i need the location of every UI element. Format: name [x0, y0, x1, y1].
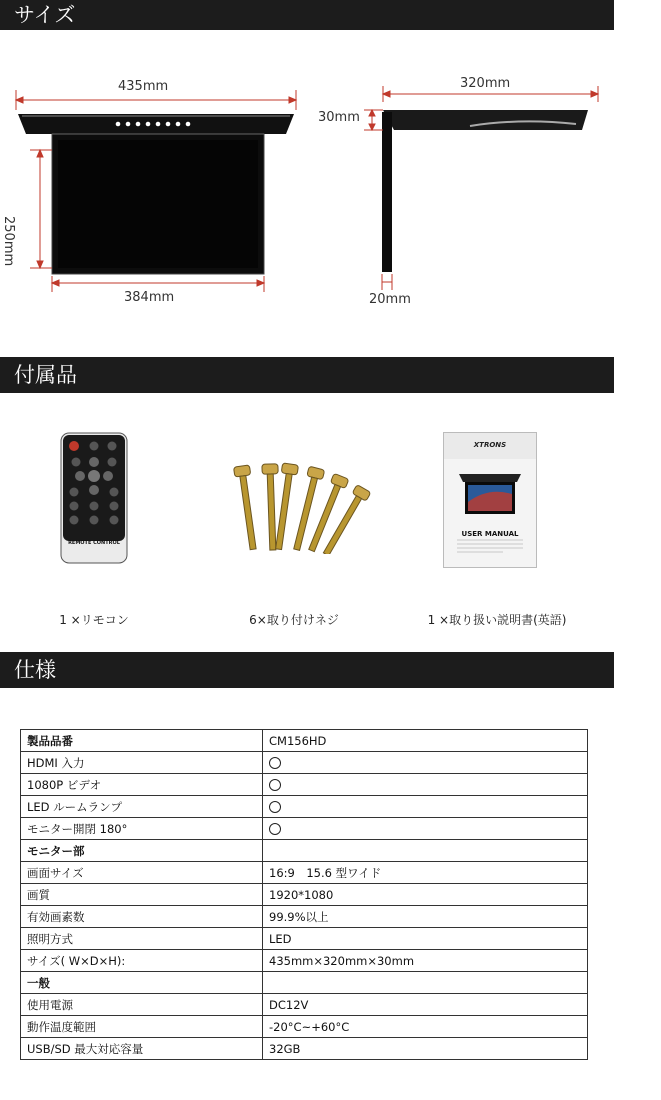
- spec-value: CM156HD: [263, 730, 588, 752]
- monitor-side-view: [382, 110, 588, 272]
- spec-value: 435mm×320mm×30mm: [263, 950, 588, 972]
- spec-value: DC12V: [263, 994, 588, 1016]
- spec-value: [263, 840, 588, 862]
- dimension-drawing: [0, 30, 661, 357]
- spec-value: [263, 752, 588, 774]
- accessory-caption-remote: 1 ×リモコン: [59, 613, 129, 627]
- thickness-arrow: [364, 110, 383, 130]
- spec-key: 製品品番: [21, 730, 263, 752]
- spec-key: 一般: [21, 972, 263, 994]
- screws-icon: [222, 462, 377, 554]
- spec-row: [21, 884, 588, 906]
- spec-key: 使用電源: [21, 994, 263, 1016]
- spec-value: 16:9 15.6 型ワイド: [263, 862, 588, 884]
- section-title-size: サイズ: [0, 0, 614, 30]
- spec-row: [21, 796, 588, 818]
- spec-row: [21, 950, 588, 972]
- circle-mark-icon: [269, 757, 281, 769]
- manual-title: USER MANUAL: [461, 530, 519, 538]
- spec-row: [21, 1038, 588, 1060]
- spec-key: 画質: [21, 884, 263, 906]
- spec-row: [21, 840, 588, 862]
- spec-row: [21, 994, 588, 1016]
- spec-value: 99.9%以上: [263, 906, 588, 928]
- spec-row: [21, 1016, 588, 1038]
- manual-brand: XTRONS: [473, 441, 507, 449]
- remote-label: REMOTE CONTROL: [68, 540, 120, 546]
- spec-key: モニター開閉 180°: [21, 818, 263, 840]
- thickness-label: 30mm: [318, 110, 360, 125]
- spec-row: [21, 752, 588, 774]
- circle-mark-icon: [269, 779, 281, 791]
- spec-row: [21, 928, 588, 950]
- spec-key: モニター部: [21, 840, 263, 862]
- front-width-label: 435mm: [118, 79, 169, 94]
- spec-value: [263, 774, 588, 796]
- spec-row: [21, 972, 588, 994]
- section-title-accessories: 付属品: [0, 357, 614, 393]
- monitor-front-view: [18, 114, 294, 274]
- spec-key: 有効画素数: [21, 906, 263, 928]
- spec-table: [20, 729, 588, 1060]
- spec-key: 照明方式: [21, 928, 263, 950]
- spec-row: [21, 818, 588, 840]
- bottom-thickness-label: 20mm: [369, 292, 411, 307]
- manual-icon: [443, 432, 537, 568]
- bottom-thickness-arrow: [382, 274, 392, 290]
- spec-key: 1080P ビデオ: [21, 774, 263, 796]
- spec-row: [21, 774, 588, 796]
- spec-value: [263, 972, 588, 994]
- spec-row: [21, 906, 588, 928]
- spec-value: LED: [263, 928, 588, 950]
- spec-key: HDMI 入力: [21, 752, 263, 774]
- spec-key: 画面サイズ: [21, 862, 263, 884]
- spec-row: [21, 730, 588, 752]
- spec-key: 動作温度範囲: [21, 1016, 263, 1038]
- spec-value: 1920*1080: [263, 884, 588, 906]
- front-screen-width-label: 384mm: [124, 290, 175, 305]
- spec-value: [263, 818, 588, 840]
- spec-key: サイズ( W×D×H):: [21, 950, 263, 972]
- spec-value: 32GB: [263, 1038, 588, 1060]
- spec-value: -20°C~+60°C: [263, 1016, 588, 1038]
- front-height-arrow: [30, 150, 52, 268]
- accessory-caption-screws: 6×取り付けネジ: [249, 613, 339, 627]
- spec-row: [21, 862, 588, 884]
- section-title-spec: 仕様: [0, 652, 614, 688]
- spec-key: USB/SD 最大対応容量: [21, 1038, 263, 1060]
- front-height-label: 250mm: [1, 216, 16, 267]
- circle-mark-icon: [269, 823, 281, 835]
- spec-value: [263, 796, 588, 818]
- accessory-caption-manual: 1 ×取り扱い説明書(英語): [427, 613, 567, 627]
- circle-mark-icon: [269, 801, 281, 813]
- spec-key: LED ルームランプ: [21, 796, 263, 818]
- depth-label: 320mm: [460, 76, 511, 91]
